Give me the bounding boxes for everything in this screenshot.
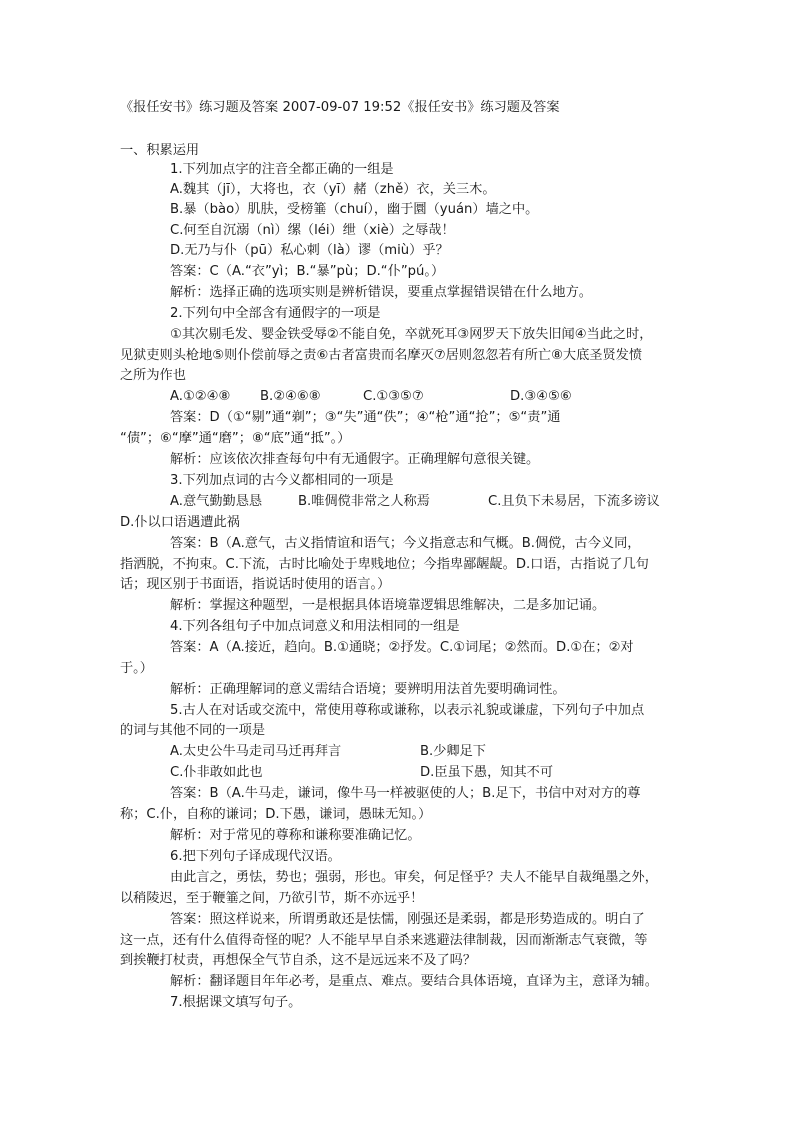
question-3-analysis: 解析：掌握这种题型，一是根据具体语境靠逻辑思维解决，二是多加记诵。 bbox=[170, 598, 606, 613]
question-2-answer-line-2: “债”；⑥“摩”通“磨”；⑧“底”通“抵”。） bbox=[120, 431, 351, 446]
question-3-answer-line-2: 指洒脱，不拘束。C.下流，古时比喻处于卑贱地位；今指卑鄙龌龊。D.口语，古指说了几句 bbox=[120, 557, 649, 572]
question-5-answer-line-1: 答案：B（A.牛马走，谦词，像牛马一样被驱使的人；B.足下，书信中对对方的尊 bbox=[170, 786, 641, 801]
section-heading: 一、积累运用 bbox=[120, 143, 200, 158]
question-2-option-b: B.②④⑥⑧ bbox=[260, 389, 321, 404]
question-3-stem: 3.下列加点词的古今义都相同的一项是 bbox=[170, 473, 394, 488]
question-6-answer-line-3: 到挨鞭打杖责，再想保全气节自杀，这不是远远来不及了吗？ bbox=[120, 953, 477, 968]
question-2-option-d: D.③④⑤⑥ bbox=[510, 389, 572, 404]
question-3-option-a: A.意气勤勤恳恳 bbox=[170, 494, 263, 509]
question-3-answer-line-1: 答案：B（A.意气，古义指情谊和语气；今义指意志和气概。B.倜傥，古今义同， bbox=[170, 536, 641, 551]
question-4-analysis: 解析：正确理解词的意义需结合语境；要辨明用法首先要明确词性。 bbox=[170, 682, 566, 697]
question-2-stem: 2.下列句中全部含有通假字的一项是 bbox=[170, 306, 381, 321]
question-2-text-line-3: 之所为作也 bbox=[120, 368, 186, 383]
question-5-answer-line-2: 称；C.仆，自称的谦词；D.下愚，谦词，愚昧无知。） bbox=[120, 807, 432, 822]
question-1-answer: 答案：C（A.“衣”yì；B.“暴”pù；D.“仆”pú。） bbox=[170, 264, 445, 279]
question-3-option-d: D.仆以口语遇遭此祸 bbox=[120, 515, 240, 530]
question-1-option-b: B.暴（bào）肌肤，受榜箠（chuí），幽于圜（yuán）墙之中。 bbox=[170, 202, 539, 217]
question-7-stem: 7.根据课文填写句子。 bbox=[170, 995, 302, 1010]
question-5-analysis: 解析：对于常见的尊称和谦称要准确记忆。 bbox=[170, 828, 421, 843]
question-3-option-c: C.且负下未易居，下流多谤议 bbox=[488, 494, 660, 509]
question-1-option-c: C.何至自沉溺（nì）缧（léi）绁（xiè）之辱哉！ bbox=[170, 223, 455, 238]
question-3-option-b: B.唯倜傥非常之人称焉 bbox=[298, 494, 430, 509]
question-3-answer-line-3: 话；现区别于书面语，指说话时使用的语言。） bbox=[120, 577, 391, 592]
question-1-option-a: A.魏其（jī），大将也，衣（yī）赭（zhě）衣，关三木。 bbox=[170, 182, 496, 197]
question-4-answer-line-2: 于。） bbox=[120, 661, 153, 676]
document-title: 《报任安书》练习题及答案 2007-09-07 19:52《报任安书》练习题及答案 bbox=[120, 100, 560, 115]
question-6-answer-line-2: 这一点，还有什么值得奇怪的呢？人不能早早自杀来逃避法律制裁，因而渐渐志气衰微，等 bbox=[120, 933, 648, 948]
question-5-option-a: A.太史公牛马走司马迁再拜言 bbox=[170, 744, 342, 759]
question-5-option-b: B.少卿足下 bbox=[420, 744, 486, 759]
question-2-analysis: 解析：应该依次排查每句中有无通假字。正确理解句意很关键。 bbox=[170, 452, 540, 467]
question-4-answer-line-1: 答案：A（A.接近，趋向。B.①通晓；②抒发。C.①词尾；②然而。D.①在；②对 bbox=[170, 640, 634, 655]
question-4-stem: 4.下列各组句子中加点词意义和用法相同的一组是 bbox=[170, 619, 460, 634]
question-5-stem-line-2: 的词与其他不同的一项是 bbox=[120, 723, 266, 738]
question-6-answer-line-1: 答案：照这样说来，所谓勇敢还是怯懦，刚强还是柔弱，都是形势造成的。明白了 bbox=[170, 912, 645, 927]
question-1-option-d: D.无乃与仆（pū）私心刺（là）谬（miù）乎？ bbox=[170, 243, 449, 258]
question-2-text-line-2: 见狱吏则头枪地⑤则仆偿前辱之责⑥古者富贵而名摩灭⑦居则忽忽若有所亡⑧大底圣贤发愤 bbox=[120, 348, 643, 363]
question-6-analysis: 解析：翻译题目年年必考，是重点、难点。要结合具体语境，直译为主，意译为辅。 bbox=[170, 974, 658, 989]
question-1-analysis: 解析：选择正确的选项实则是辨析错误，要重点掌握错误错在什么地方。 bbox=[170, 285, 592, 300]
question-2-option-c: C.①③⑤⑦ bbox=[363, 389, 424, 404]
question-6-stem: 6.把下列句子译成现代汉语。 bbox=[170, 849, 341, 864]
question-1-stem: 1.下列加点字的注音全都正确的一组是 bbox=[170, 162, 394, 177]
question-2-option-a: A.①②④⑧ bbox=[170, 389, 231, 404]
question-2-text-line-1: ①其次剔毛发、婴金铁受辱②不能自免，卒就死耳③网罗天下放失旧闻④当此之时， bbox=[170, 327, 653, 342]
question-6-text-line-2: 以稍陵迟，至于鞭箠之间，乃欲引节，斯不亦远乎！ bbox=[120, 891, 424, 906]
question-6-text-line-1: 由此言之，勇怯，势也；强弱，形也。审矣，何足怪乎？夫人不能早自裁绳墨之外， bbox=[170, 870, 658, 885]
question-2-answer-line-1: 答案：D（①“剔”通“剃”；③“失”通“佚”；④“枪”通“抢”；⑤“责”通 bbox=[170, 410, 561, 425]
question-5-option-d: D.臣虽下愚，知其不可 bbox=[420, 765, 554, 780]
question-5-stem-line-1: 5.古人在对话或交流中，常使用尊称或谦称，以表示礼貌或谦虚，下列句子中加点 bbox=[170, 703, 645, 718]
question-5-option-c: C.仆非敢如此也 bbox=[170, 765, 263, 780]
